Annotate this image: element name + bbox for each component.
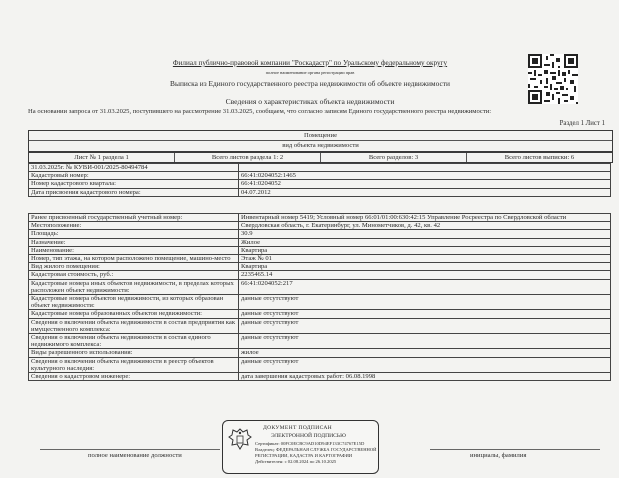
field-label: Сведения о включении объекта недвижимости в состав единого недвижимого комплекса: [29,334,239,349]
field-value: данные отсутствуют [239,318,611,333]
registry-org-name: Филиал публично-правовой компании "Роскадастр" по Уральскому федеральному округу [172,59,448,67]
identification-row [29,164,611,172]
field-value: данные отсутствуют [239,295,611,310]
field-value: 04.07.2012 [239,188,611,196]
page-info-sections: Всего разделов: 3 [321,153,467,162]
signature-heading: ДОКУМЕНТ ПОДПИСАН [263,425,333,431]
field-label: Наименование: [29,246,239,254]
page-info-row [28,152,613,163]
field-value: данные отсутствуют [239,357,611,372]
page-info-total-sheets: Всего листов выписки: 6 [504,154,575,161]
field-value: жилое [239,349,611,357]
field-label: Номер, тип этажа, на котором расположено помещение, машино-место [29,255,239,263]
field-value: 30.9 [239,230,611,238]
signature-subheading: ЭЛЕКТРОННОЙ ПОДПИСЬЮ [271,433,346,439]
characteristics-row [29,246,611,254]
field-label: Номер кадастрового квартала: [29,180,239,188]
field-value: Квартира [239,263,611,271]
field-value: данные отсутствуют [239,334,611,349]
field-label: Ранее присвоенный государственный учетный номер: [29,214,239,222]
page-info-sheet: Лист № 1 раздела 1 [29,153,175,162]
field-value: 2235465.14 [239,271,611,279]
object-type-caption: вид объекта недвижимости [29,140,612,150]
characteristics-table [28,213,611,381]
field-label: 31.03.2025г. № КУВИ-001/2025-80494784 [29,164,239,172]
characteristics-row [29,334,611,349]
identification-row [29,188,611,196]
footer-name-line [430,449,600,450]
characteristics-row [29,318,611,333]
registry-org-caption: полное наименование органа регистрации прав [265,70,355,75]
coat-of-arms-icon [228,427,252,453]
field-label: Вид жилого помещения: [29,263,239,271]
characteristics-row [29,295,611,310]
characteristics-row [29,238,611,246]
field-value: 66:41:0204052:217 [239,279,611,294]
characteristics-row [29,230,611,238]
characteristics-row [29,349,611,357]
extract-title: Выписка из Единого государственного реестра недвижимости об объекте недвижимости [170,79,450,88]
characteristics-row [29,222,611,230]
field-label: Кадастровые номера объектов недвижимости, из которых образован объект недвижимости: [29,295,239,310]
field-label: Дата присвоения кадастрового номера: [29,188,239,196]
section-title: Сведения о характеристиках объекта недвижимости [225,97,395,106]
field-label: Кадастровые номера иных объектов недвижимости, в пределах которых расположен объект недвижимости: [29,279,239,294]
field-value: Жилое [239,238,611,246]
field-value: Этаж № 01 [239,255,611,263]
characteristics-row [29,255,611,263]
identification-row [29,172,611,180]
field-value [239,164,611,172]
field-label: Сведения о включении объекта недвижимости в реестр объектов культурного наследия: [29,357,239,372]
qr-code-icon [528,54,578,104]
field-label: Кадастровая стоимость, руб.: [29,271,239,279]
section-reference: Раздел 1 Лист 1 [559,120,605,127]
field-label: Назначение: [29,238,239,246]
field-value: Квартира [239,246,611,254]
footer-position-line [40,449,220,450]
object-type-box [28,130,613,152]
characteristics-row [29,214,611,222]
field-label: Кадастровые номера образованных объектов недвижимости: [29,310,239,318]
signature-owner-cont: РЕГИСТРАЦИИ, КАДАСТРА И КАРТОГРАФИИ [255,453,353,458]
electronic-signature-stamp [222,420,379,474]
field-value: дата завершения кадастровых работ: 06.08.1998 [239,373,611,381]
signature-validity: Действителен: с 02.08.2024 по 26.10.2025 [255,459,337,464]
field-label: Сведения о включении объекта недвижимости в состав предприятия как имущественного комплекса: [29,318,239,333]
signature-certificate: Сертификат: 00FC0ECBC9AD10D94EF133C74767E15D [255,441,365,446]
characteristics-row [29,357,611,372]
field-label: Кадастровый номер: [29,172,239,180]
page-info-section-sheets: Всего листов раздела 1: 2 [175,153,321,162]
object-type: Помещение [303,132,338,139]
field-label: Площадь: [29,230,239,238]
field-label: Виды разрешенного использования: [29,349,239,357]
characteristics-row [29,263,611,271]
field-label: Сведения о кадастровом инженере: [29,373,239,381]
field-value: 66:41:0204052:1465 [239,172,611,180]
request-intro: На основании запроса от 31.03.2025, поступившего на рассмотрение 31.03.2025, сообщаем, что согласно записям Единого государственного реестра недвижимости: [28,108,492,115]
field-value: Инвентарный номер 5419; Условный номер 66:01/01:00:630:42:15 Управление Росреестра по Свердловской области [239,214,611,222]
field-value: данные отсутствуют [239,310,611,318]
field-value: 66:41:0204052 [239,180,611,188]
footer-position-caption: полное наименование должности [88,452,182,459]
characteristics-row [29,271,611,279]
identification-row [29,180,611,188]
field-label: Местоположение: [29,222,239,230]
footer-name-caption: инициалы, фамилия [470,452,527,459]
characteristics-row [29,279,611,294]
characteristics-row [29,373,611,381]
identification-table [28,163,611,197]
characteristics-row [29,310,611,318]
signature-owner: Владелец: ФЕДЕРАЛЬНАЯ СЛУЖБА ГОСУДАРСТВЕННОЙ [255,447,377,452]
field-value: Свердловская область, г. Екатеринбург, ул. Минометчиков, д. 42, кв. 42 [239,222,611,230]
